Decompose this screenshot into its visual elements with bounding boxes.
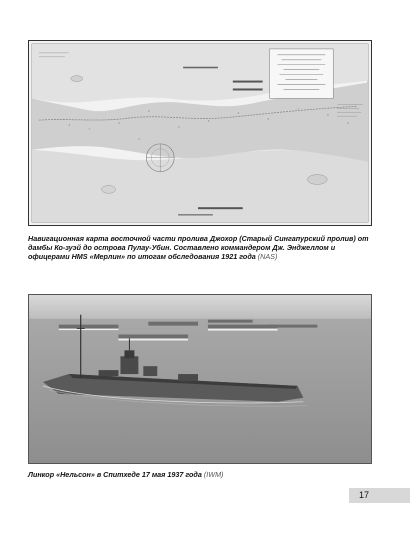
svg-text:7: 7 <box>88 128 90 132</box>
map-caption-source: (NAS) <box>257 252 278 261</box>
map-caption <box>28 234 374 261</box>
photo-drawing <box>29 295 371 463</box>
navigation-chart-image <box>28 40 372 226</box>
photo-caption <box>28 470 374 479</box>
svg-text:9: 9 <box>347 122 349 126</box>
map-caption-text: Навигационная карта восточной части пролива Джохор (Старый Сингапурский пролив) от дамбы Ко-зуэй до острова Пулау-Убин. Составлено коммандером Дж. Энджеллом и офицерами HMS «Мерлин» по итогам обследования 1921 года <box>28 234 369 261</box>
svg-text:8: 8 <box>148 110 150 114</box>
svg-text:4: 4 <box>237 112 240 116</box>
svg-text:6: 6 <box>118 122 120 126</box>
battleship-photo <box>28 294 372 464</box>
svg-text:5: 5 <box>207 120 210 124</box>
photo-caption-source: (IWM) <box>203 470 224 479</box>
chart-drawing <box>29 41 371 225</box>
page-number-tab <box>349 488 410 503</box>
svg-text:8: 8 <box>327 114 329 118</box>
svg-text:6: 6 <box>267 118 269 122</box>
svg-text:9: 9 <box>178 126 180 130</box>
photo-caption-text: Линкор «Нельсон» в Спитхеде 17 мая 1937 года <box>28 470 202 479</box>
page-number: 17 <box>359 490 370 500</box>
svg-text:4: 4 <box>138 137 140 141</box>
svg-text:7: 7 <box>297 108 299 112</box>
svg-text:5: 5 <box>68 124 71 128</box>
